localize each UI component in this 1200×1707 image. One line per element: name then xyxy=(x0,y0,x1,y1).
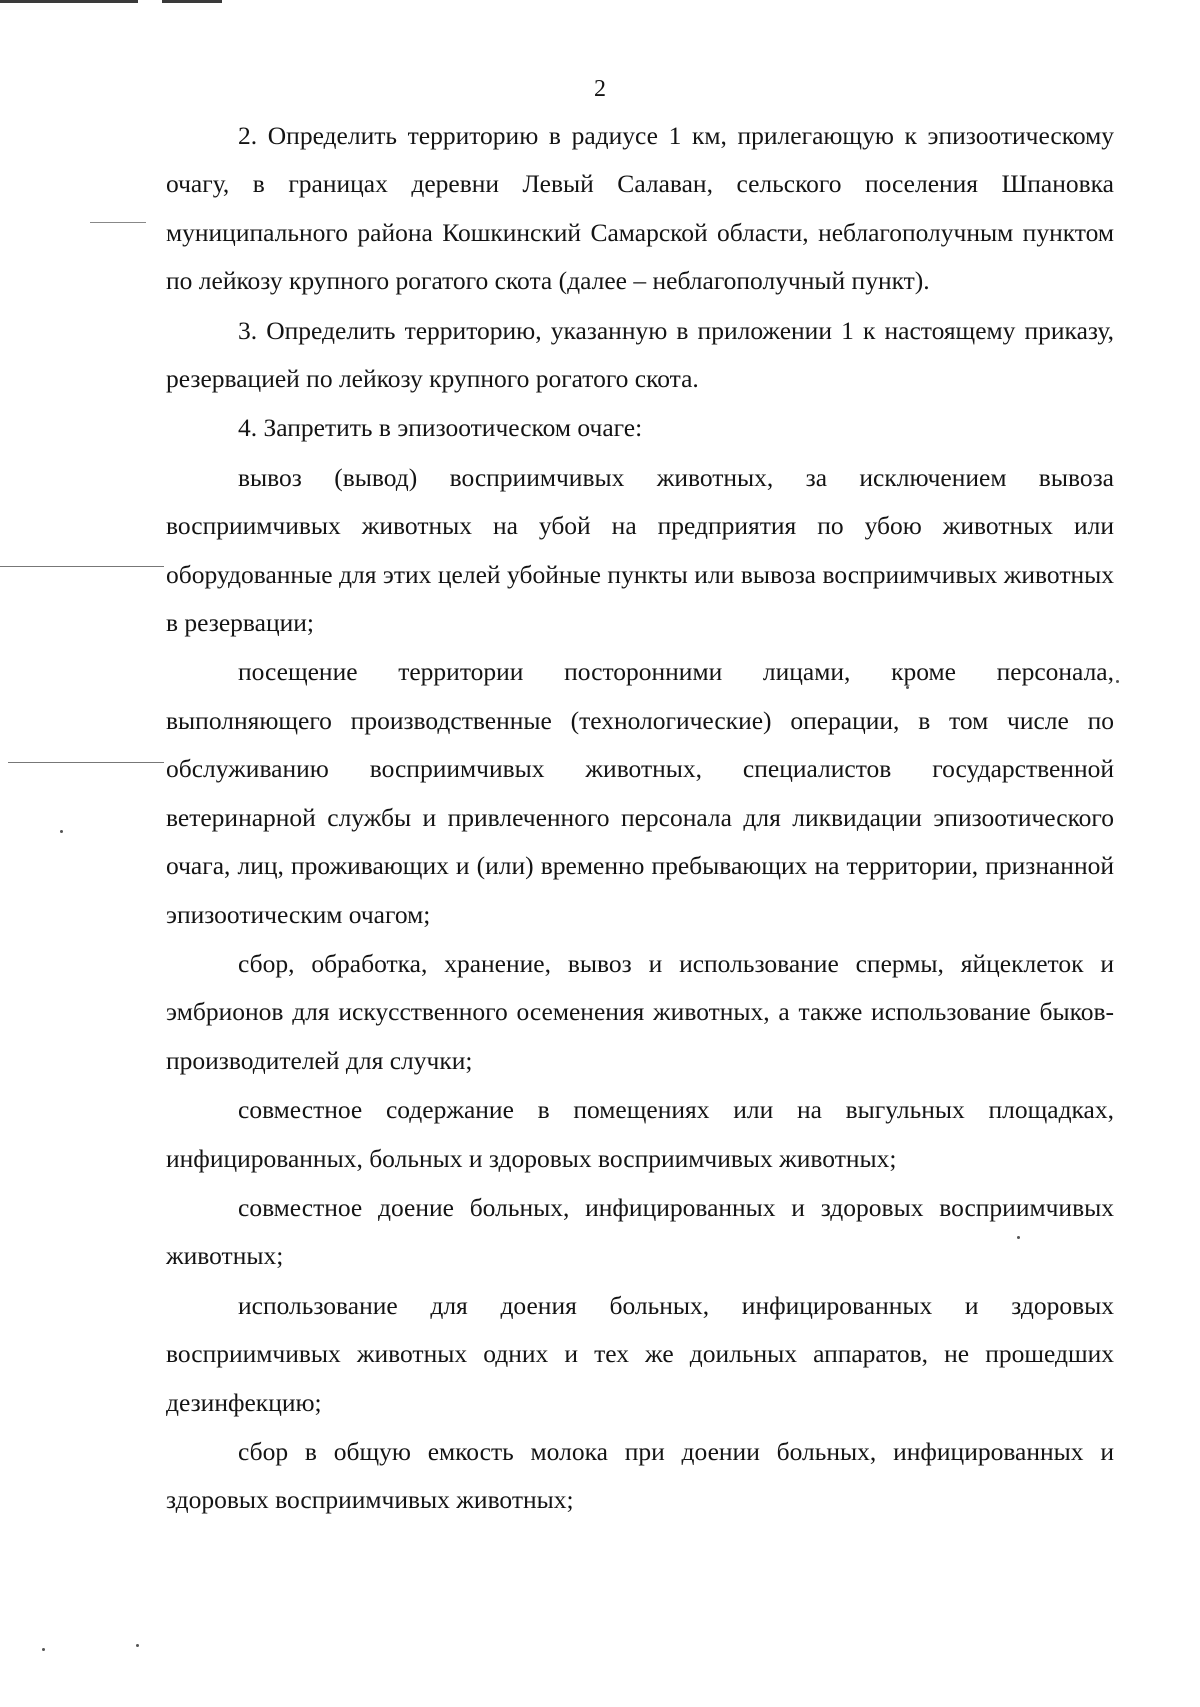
scan-artifact-top-line-1 xyxy=(0,0,138,3)
paragraph-joint-keeping-ban: совместное содержание в помещениях или на выгульных площадках, инфицированных, больных и здоровых восприимчивых животных; xyxy=(166,1095,1114,1173)
scan-artifact-dot-2 xyxy=(1116,680,1119,683)
paragraph-semen-ban: сбор, обработка, хранение, вывоз и использование спермы, яйцеклеток и эмбрионов для искусственного осеменения животных, а также использование быков-производителей для случки; xyxy=(166,948,1114,1075)
paragraph-joint-milking-ban: совместное доение больных, инфицированных и здоровых восприимчивых животных; xyxy=(166,1192,1114,1271)
paragraph-export-ban: вывоз (вывод) восприимчивых животных, за исключением вывоза восприимчивых животных на убой на предприятия по убою животных или оборудованные для этих целей убойные пункты или вывоза восприимчивых животных в резервации; xyxy=(166,462,1114,638)
document-body xyxy=(166,112,1114,1525)
paragraph-item-4: 4. Запретить в эпизоотическом очаге: xyxy=(238,413,643,443)
scan-artifact-margin-dash-1 xyxy=(90,222,146,223)
scan-artifact-top-line-2 xyxy=(162,0,222,3)
paragraph-milking-equipment-ban: использование для доения больных, инфицированных и здоровых восприимчивых животных одних и тех же доильных аппаратов, не прошедших дезинфекцию; xyxy=(166,1290,1114,1417)
paragraph-item-3: 3. Определить территорию, указанную в приложении 1 к настоящему приказу, резервацией по лейкозу крупного рогатого скота. xyxy=(166,315,1114,394)
scan-artifact-margin-dash-3 xyxy=(8,762,164,763)
scan-artifact-dot-6 xyxy=(136,1644,139,1647)
paragraph-visit-ban: посещение территории посторонними лицами, кроме персонала, выполняющего производственные (технологические) операции, в том числе по обслуживанию восприимчивых животных, специалистов государственной ветеринарной службы и привлеченного персонала для ликвидации эпизоотического очага, лиц, проживающих и (или) временно пребывающих на территории, признанной эпизоотическим очагом; xyxy=(166,657,1114,929)
page-number: 2 xyxy=(594,76,606,102)
paragraph-milk-collection-ban: сбор в общую емкость молока при доении больных, инфицированных и здоровых восприимчивых животных; xyxy=(166,1436,1114,1515)
scan-artifact-dot-4 xyxy=(60,830,63,833)
scan-artifact-margin-dash-2 xyxy=(0,566,164,567)
scan-artifact-dot-5 xyxy=(42,1648,45,1651)
paragraph-item-2: 2. Определить территорию в радиусе 1 км, прилегающую к эпизоотическому очагу, в границах деревни Левый Салаван, сельского поселения Шпановка муниципального района Кошкинский Самарской области, неблагополучным пунктом по лейкозу крупного рогатого скота (далее – неблагополучный пункт). xyxy=(166,121,1114,296)
